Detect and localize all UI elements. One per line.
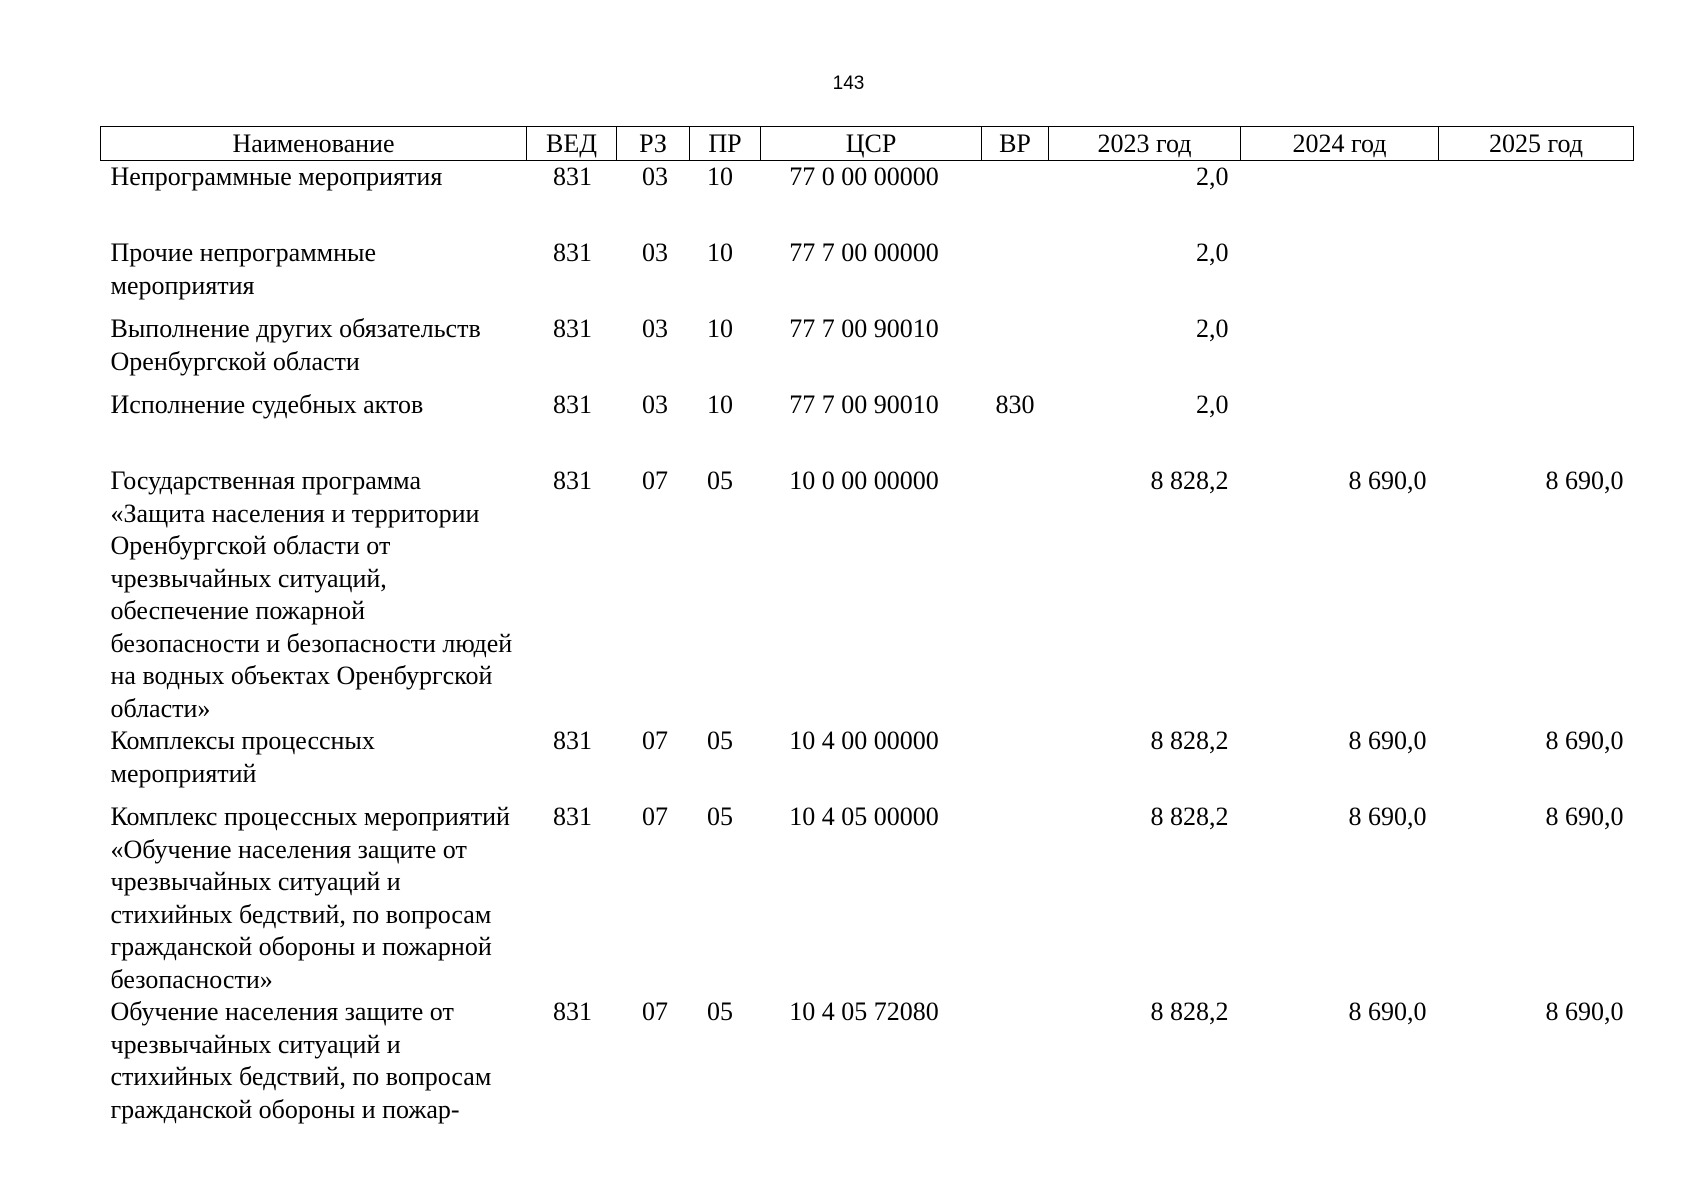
cell-name: Комплексы процессных мероприятий [110,726,375,788]
cell-ved: 831 [553,390,592,419]
cell-name: Государственная программа «Защита населения и территории Оренбургской области от чрезвычайных ситуаций, обеспечение пожарной безопасности и безопасности людей на водных объектах Оренбургской области» [110,466,513,723]
cell-2024 [1241,161,1439,238]
table-row [101,161,1634,238]
header-pr: ПР [690,127,761,161]
cell-name: Исполнение судебных актов [110,390,424,419]
cell-2025 [1439,161,1634,238]
cell-2025: 8 690,0 [1545,726,1624,755]
cell-2025 [1439,313,1634,389]
header-2025: 2025 год [1439,127,1634,161]
cell-2025 [1439,389,1634,465]
header-ved: ВЕД [527,127,617,161]
cell-pr: 10 [707,162,733,191]
table-row [101,725,1634,801]
cell-2025: 8 690,0 [1545,802,1624,831]
cell-csr: 10 4 00 00000 [789,726,939,755]
cell-csr: 77 0 00 00000 [789,162,939,191]
cell-2023: 8 828,2 [1150,802,1229,831]
cell-2023: 2,0 [1196,238,1229,267]
cell-ved: 831 [553,162,592,191]
cell-2025 [1439,237,1634,313]
header-2024: 2024 год [1241,127,1439,161]
cell-vr [982,996,1049,1126]
budget-table [100,126,1634,1126]
cell-2024: 8 690,0 [1348,466,1427,495]
cell-2024 [1241,237,1439,313]
cell-2024 [1241,389,1439,465]
cell-pr: 05 [707,802,733,831]
cell-name: Выполнение других обязательств Оренбургской области [110,314,481,376]
cell-rz: 07 [642,726,668,755]
cell-csr: 10 4 05 00000 [789,802,939,831]
cell-ved: 831 [553,997,592,1026]
cell-2024: 8 690,0 [1348,997,1427,1026]
cell-name: Прочие непрограммные мероприятия [110,238,377,300]
cell-rz: 03 [642,162,668,191]
cell-2025: 8 690,0 [1545,997,1624,1026]
cell-2023: 2,0 [1196,314,1229,343]
table-row [101,801,1634,996]
cell-2023: 8 828,2 [1150,466,1229,495]
cell-csr: 10 4 05 72080 [789,997,939,1026]
cell-csr: 77 7 00 00000 [789,238,939,267]
cell-csr: 77 7 00 90010 [789,314,939,343]
header-vr: ВР [982,127,1049,161]
cell-csr: 10 0 00 00000 [789,466,939,495]
cell-ved: 831 [553,802,592,831]
table-row [101,389,1634,465]
table-row [101,996,1634,1126]
cell-vr [982,725,1049,801]
cell-pr: 10 [707,390,733,419]
cell-ved: 831 [553,466,592,495]
cell-vr [982,465,1049,725]
cell-vr [982,801,1049,996]
cell-vr [982,237,1049,313]
header-rz: РЗ [617,127,690,161]
cell-ved: 831 [553,726,592,755]
cell-vr [982,161,1049,238]
cell-rz: 03 [642,390,668,419]
cell-2023: 8 828,2 [1150,997,1229,1026]
cell-ved: 831 [553,314,592,343]
table-row [101,237,1634,313]
table-row [101,313,1634,389]
cell-pr: 05 [707,466,733,495]
cell-pr: 10 [707,238,733,267]
table-header-row [101,127,1634,161]
cell-vr: 830 [995,390,1035,419]
cell-2023: 2,0 [1196,390,1229,419]
cell-name: Обучение населения защите от чрезвычайных ситуаций и стихийных бедствий, по вопросам гражданской обороны и пожар- [110,997,492,1124]
cell-csr: 77 7 00 90010 [789,390,939,419]
cell-2025: 8 690,0 [1545,466,1624,495]
cell-pr: 10 [707,314,733,343]
cell-vr [982,313,1049,389]
cell-2024 [1241,313,1439,389]
header-csr: ЦСР [761,127,982,161]
cell-ved: 831 [553,238,592,267]
cell-rz: 03 [642,238,668,267]
cell-rz: 03 [642,314,668,343]
cell-rz: 07 [642,466,668,495]
page-number: 143 [832,73,865,94]
header-name: Наименование [101,127,527,161]
table-row [101,465,1634,725]
cell-name: Непрограммные мероприятия [110,162,443,191]
cell-rz: 07 [642,997,668,1026]
cell-pr: 05 [707,726,733,755]
cell-name: Комплекс процессных мероприятий «Обучение населения защите от чрезвычайных ситуаций и стихийных бедствий, по вопросам гражданской обороны и пожарной безопасности» [110,802,510,994]
cell-2023: 8 828,2 [1150,726,1229,755]
cell-2024: 8 690,0 [1348,802,1427,831]
cell-rz: 07 [642,802,668,831]
header-2023: 2023 год [1049,127,1241,161]
cell-pr: 05 [707,997,733,1026]
cell-2024: 8 690,0 [1348,726,1427,755]
cell-2023: 2,0 [1196,162,1229,191]
